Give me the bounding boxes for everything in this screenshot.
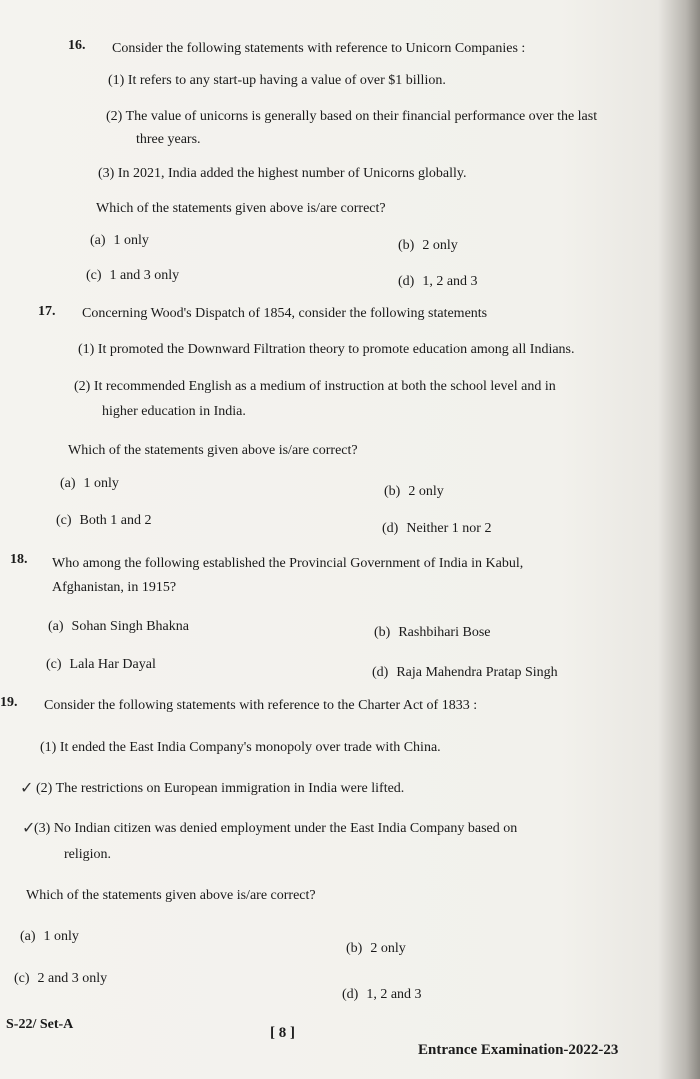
question-17-option-b bbox=[384, 484, 444, 500]
option-label: (d) bbox=[382, 521, 399, 536]
checkmark-icon: ✓ bbox=[20, 780, 34, 797]
question-17-number: 17. bbox=[38, 304, 56, 319]
footer-set-code: S-22/ Set-A bbox=[6, 1017, 74, 1032]
option-label: (c) bbox=[14, 971, 30, 986]
option-label: (c) bbox=[56, 513, 72, 528]
option-text: Both 1 and 2 bbox=[79, 513, 152, 528]
option-text: Neither 1 nor 2 bbox=[406, 521, 492, 536]
question-16-statement-1: (1) It refers to any start-up having a value of over $1 billion. bbox=[108, 73, 446, 88]
question-19-stem: Consider the following statements with reference to the Charter Act of 1833 : bbox=[44, 698, 478, 713]
option-text: 2 only bbox=[408, 484, 444, 499]
question-19-statement-3-cont: religion. bbox=[64, 847, 112, 862]
option-text: 2 only bbox=[422, 238, 458, 253]
option-label: (c) bbox=[86, 268, 102, 283]
question-17-option-d bbox=[382, 521, 491, 537]
option-text: Sohan Singh Bhakna bbox=[71, 619, 189, 634]
question-16-stem: Consider the following statements with reference to Unicorn Companies : bbox=[112, 41, 526, 56]
option-label: (b) bbox=[374, 625, 391, 640]
option-text: 1 only bbox=[43, 929, 79, 944]
option-text: Rashbihari Bose bbox=[398, 625, 491, 640]
question-18-option-d bbox=[372, 665, 558, 681]
option-text: Raja Mahendra Pratap Singh bbox=[396, 665, 558, 680]
question-18-stem: Who among the following established the Provincial Government of India in Kabul, bbox=[52, 556, 524, 571]
option-text: 1, 2 and 3 bbox=[422, 274, 478, 289]
question-16-option-c bbox=[86, 268, 179, 284]
question-19-statement-2: (2) The restrictions on European immigration in India were lifted. bbox=[36, 781, 405, 796]
question-19-option-b bbox=[346, 941, 406, 957]
option-label: (b) bbox=[398, 238, 415, 253]
question-18-number: 18. bbox=[10, 552, 28, 567]
question-19-ask: Which of the statements given above is/are correct? bbox=[26, 888, 316, 903]
option-text: 2 only bbox=[370, 941, 406, 956]
checkmark-icon: ✓ bbox=[22, 820, 36, 837]
question-17-statement-2-cont: higher education in India. bbox=[102, 404, 246, 419]
question-17-option-c bbox=[56, 513, 152, 529]
option-text: Lala Har Dayal bbox=[69, 657, 156, 672]
question-18-stem-cont: Afghanistan, in 1915? bbox=[52, 580, 177, 595]
page-number: [ 8 ] bbox=[270, 1025, 295, 1041]
option-label: (d) bbox=[398, 274, 415, 289]
question-16-ask: Which of the statements given above is/are correct? bbox=[96, 201, 386, 216]
option-label: (a) bbox=[48, 619, 64, 634]
question-16-option-d bbox=[398, 274, 478, 290]
option-label: (a) bbox=[20, 929, 36, 944]
question-16-number: 16. bbox=[68, 38, 86, 53]
option-text: 2 and 3 only bbox=[37, 971, 108, 986]
question-17-option-a bbox=[60, 476, 119, 492]
question-16-statement-2: (2) The value of unicorns is generally based on their financial performance over the last bbox=[106, 109, 598, 124]
option-text: 1 and 3 only bbox=[109, 268, 180, 283]
option-label: (a) bbox=[90, 233, 106, 248]
question-17-ask: Which of the statements given above is/are correct? bbox=[68, 443, 358, 458]
question-16-statement-3: (3) In 2021, India added the highest number of Unicorns globally. bbox=[98, 166, 467, 181]
question-19-option-d bbox=[342, 987, 422, 1003]
question-19-statement-3: (3) No Indian citizen was denied employment under the East India Company based on bbox=[34, 821, 518, 836]
question-19-option-a bbox=[20, 929, 79, 945]
question-19-option-c bbox=[14, 971, 107, 987]
option-label: (d) bbox=[372, 665, 389, 680]
question-16-option-a bbox=[90, 233, 149, 249]
option-text: 1 only bbox=[113, 233, 149, 248]
question-18-option-b bbox=[374, 625, 490, 641]
option-label: (a) bbox=[60, 476, 76, 491]
question-19-statement-1: (1) It ended the East India Company's monopoly over trade with China. bbox=[40, 740, 441, 755]
question-19-number: 19. bbox=[0, 695, 18, 710]
option-label: (b) bbox=[346, 941, 363, 956]
question-17-statement-2: (2) It recommended English as a medium of instruction at both the school level and in bbox=[74, 379, 556, 394]
question-18-option-a bbox=[48, 619, 189, 635]
option-text: 1, 2 and 3 bbox=[366, 987, 422, 1002]
option-label: (c) bbox=[46, 657, 62, 672]
question-16-statement-2-cont: three years. bbox=[136, 132, 201, 147]
question-18-option-c bbox=[46, 657, 156, 673]
question-16-option-b bbox=[398, 238, 458, 254]
option-label: (b) bbox=[384, 484, 401, 499]
question-17-stem: Concerning Wood's Dispatch of 1854, consider the following statements bbox=[82, 306, 488, 321]
question-17-statement-1: (1) It promoted the Downward Filtration theory to promote education among all Indians. bbox=[78, 342, 575, 357]
option-text: 1 only bbox=[83, 476, 119, 491]
footer-exam-title: Entrance Examination-2022-23 bbox=[418, 1042, 619, 1058]
option-label: (d) bbox=[342, 987, 359, 1002]
